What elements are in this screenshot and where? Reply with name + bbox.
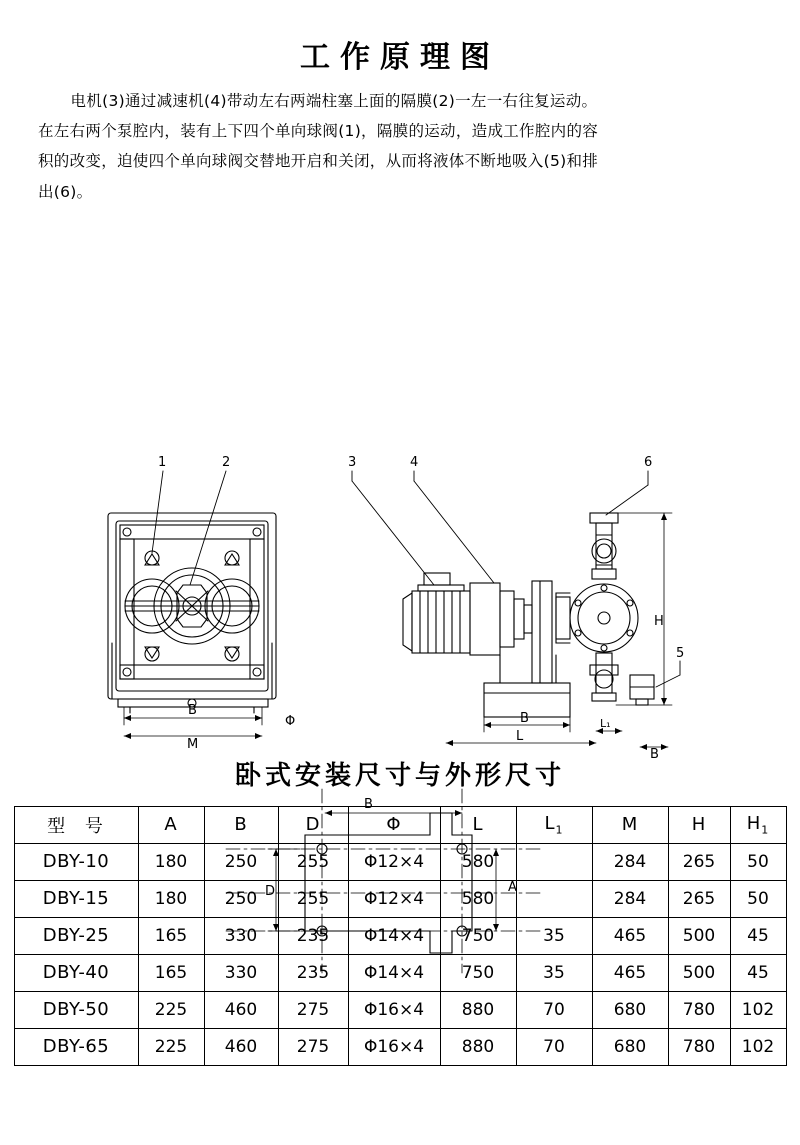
cell-l1 bbox=[516, 880, 592, 917]
cell-a: 225 bbox=[138, 1028, 204, 1065]
cell-b: 460 bbox=[204, 1028, 278, 1065]
callout-5: 5 bbox=[676, 645, 685, 661]
cell-h: 500 bbox=[668, 917, 730, 954]
callout-3: 3 bbox=[348, 454, 357, 470]
cell-d: 255 bbox=[278, 843, 348, 880]
cell-m: 284 bbox=[592, 843, 668, 880]
dim-left-m: M bbox=[187, 736, 199, 752]
middle-side-view bbox=[403, 573, 570, 717]
cell-l: 750 bbox=[440, 954, 516, 991]
table-row bbox=[14, 991, 786, 1028]
dim-left-phi: Φ bbox=[285, 713, 296, 729]
page-title: 工作原理图 bbox=[300, 40, 500, 75]
cell-d: 255 bbox=[278, 880, 348, 917]
cell-l1: 70 bbox=[516, 991, 592, 1028]
dim-mid-l: L bbox=[516, 728, 524, 744]
cell-h: 265 bbox=[668, 843, 730, 880]
cell-a: 225 bbox=[138, 991, 204, 1028]
cell-l: 580 bbox=[440, 880, 516, 917]
cell-model: DBY-15 bbox=[14, 880, 138, 917]
cell-h: 780 bbox=[668, 1028, 730, 1065]
cell-phi: Φ12×4 bbox=[348, 843, 440, 880]
header-l: L bbox=[440, 806, 516, 843]
description-block bbox=[38, 86, 762, 207]
cell-h1: 102 bbox=[730, 991, 786, 1028]
cell-model: DBY-10 bbox=[14, 843, 138, 880]
callout-4: 4 bbox=[410, 454, 419, 470]
cell-phi: Φ14×4 bbox=[348, 917, 440, 954]
cell-a: 165 bbox=[138, 954, 204, 991]
cell-d: 235 bbox=[278, 954, 348, 991]
dim-left-b: B bbox=[188, 702, 197, 718]
cell-b: 460 bbox=[204, 991, 278, 1028]
header-b: B bbox=[204, 806, 278, 843]
cell-b: 330 bbox=[204, 917, 278, 954]
header-l1: $L_1$ bbox=[516, 806, 592, 843]
left-front-view bbox=[108, 513, 276, 713]
cell-m: 465 bbox=[592, 917, 668, 954]
table-header-row bbox=[14, 806, 786, 843]
table-body bbox=[14, 843, 786, 1065]
table-row bbox=[14, 917, 786, 954]
header-d: D bbox=[278, 806, 348, 843]
header-h: H bbox=[668, 806, 730, 843]
section-title: 卧式安装尺寸与外形尺寸 bbox=[234, 760, 565, 791]
table-row bbox=[14, 880, 786, 917]
callout-1: 1 bbox=[158, 454, 167, 470]
table-row bbox=[14, 843, 786, 880]
description-line-1: 电机(3)通过减速机(4)带动左右两端柱塞上面的隔膜(2)一左一右往复运动。 bbox=[70, 92, 598, 110]
header-m: M bbox=[592, 806, 668, 843]
header-phi: Φ bbox=[348, 806, 440, 843]
cell-model: DBY-25 bbox=[14, 917, 138, 954]
cell-h: 265 bbox=[668, 880, 730, 917]
cell-d: 275 bbox=[278, 991, 348, 1028]
cell-phi: Φ16×4 bbox=[348, 991, 440, 1028]
description-line-2: 在左右两个泵腔内，装有上下四个单向球阀(1)，隔膜的运动，造成工作腔内的容 bbox=[38, 122, 599, 141]
cell-l: 580 bbox=[440, 843, 516, 880]
cell-a: 180 bbox=[138, 880, 204, 917]
cell-m: 680 bbox=[592, 1028, 668, 1065]
cell-d: 275 bbox=[278, 1028, 348, 1065]
cell-h1: 102 bbox=[730, 1028, 786, 1065]
description-line-4: 出(6)。 bbox=[38, 182, 93, 201]
right-view-dimensions bbox=[446, 513, 672, 750]
cell-l: 880 bbox=[440, 1028, 516, 1065]
cell-d: 235 bbox=[278, 917, 348, 954]
right-side-view bbox=[556, 513, 654, 705]
cell-a: 165 bbox=[138, 917, 204, 954]
dim-plan-d: D bbox=[265, 883, 276, 899]
dim-l1: L₁ bbox=[600, 716, 611, 730]
cell-m: 284 bbox=[592, 880, 668, 917]
description-line-3: 积的改变，迫使四个单向球阀交替地开启和关闭，从而将液体不断地吸入(5)和排 bbox=[38, 152, 599, 171]
dim-right-b: B bbox=[650, 746, 659, 762]
dim-mid-b: B bbox=[520, 710, 529, 726]
cell-h1: 45 bbox=[730, 917, 786, 954]
cell-b: 250 bbox=[204, 843, 278, 880]
cell-h: 500 bbox=[668, 954, 730, 991]
dim-plan-a: A bbox=[508, 879, 517, 895]
cell-l: 880 bbox=[440, 991, 516, 1028]
header-h1: $H_1$ bbox=[730, 806, 786, 843]
cell-h: 780 bbox=[668, 991, 730, 1028]
cell-phi: Φ12×4 bbox=[348, 880, 440, 917]
dim-plan-b: B bbox=[364, 796, 373, 812]
cell-b: 250 bbox=[204, 880, 278, 917]
cell-b: 330 bbox=[204, 954, 278, 991]
header-model: 型 号 bbox=[14, 806, 138, 843]
cell-l1: 70 bbox=[516, 1028, 592, 1065]
cell-m: 465 bbox=[592, 954, 668, 991]
cell-phi: Φ14×4 bbox=[348, 954, 440, 991]
callout-2: 2 bbox=[222, 454, 231, 470]
cell-m: 680 bbox=[592, 991, 668, 1028]
cell-model: DBY-65 bbox=[14, 1028, 138, 1065]
dim-right-h: H bbox=[654, 613, 664, 629]
cell-model: DBY-50 bbox=[14, 991, 138, 1028]
cell-a: 180 bbox=[138, 843, 204, 880]
cell-model: DBY-40 bbox=[14, 954, 138, 991]
header-a: A bbox=[138, 806, 204, 843]
cell-h1: 50 bbox=[730, 880, 786, 917]
cell-l1: 35 bbox=[516, 954, 592, 991]
page-root bbox=[0, 32, 800, 1145]
callout-6: 6 bbox=[644, 454, 653, 470]
spec-table bbox=[14, 806, 787, 1066]
cell-l: 750 bbox=[440, 917, 516, 954]
cell-h1: 45 bbox=[730, 954, 786, 991]
table-row bbox=[14, 954, 786, 991]
cell-h1: 50 bbox=[730, 843, 786, 880]
table-row bbox=[14, 1028, 786, 1065]
cell-l1: 35 bbox=[516, 917, 592, 954]
cell-phi: Φ16×4 bbox=[348, 1028, 440, 1065]
